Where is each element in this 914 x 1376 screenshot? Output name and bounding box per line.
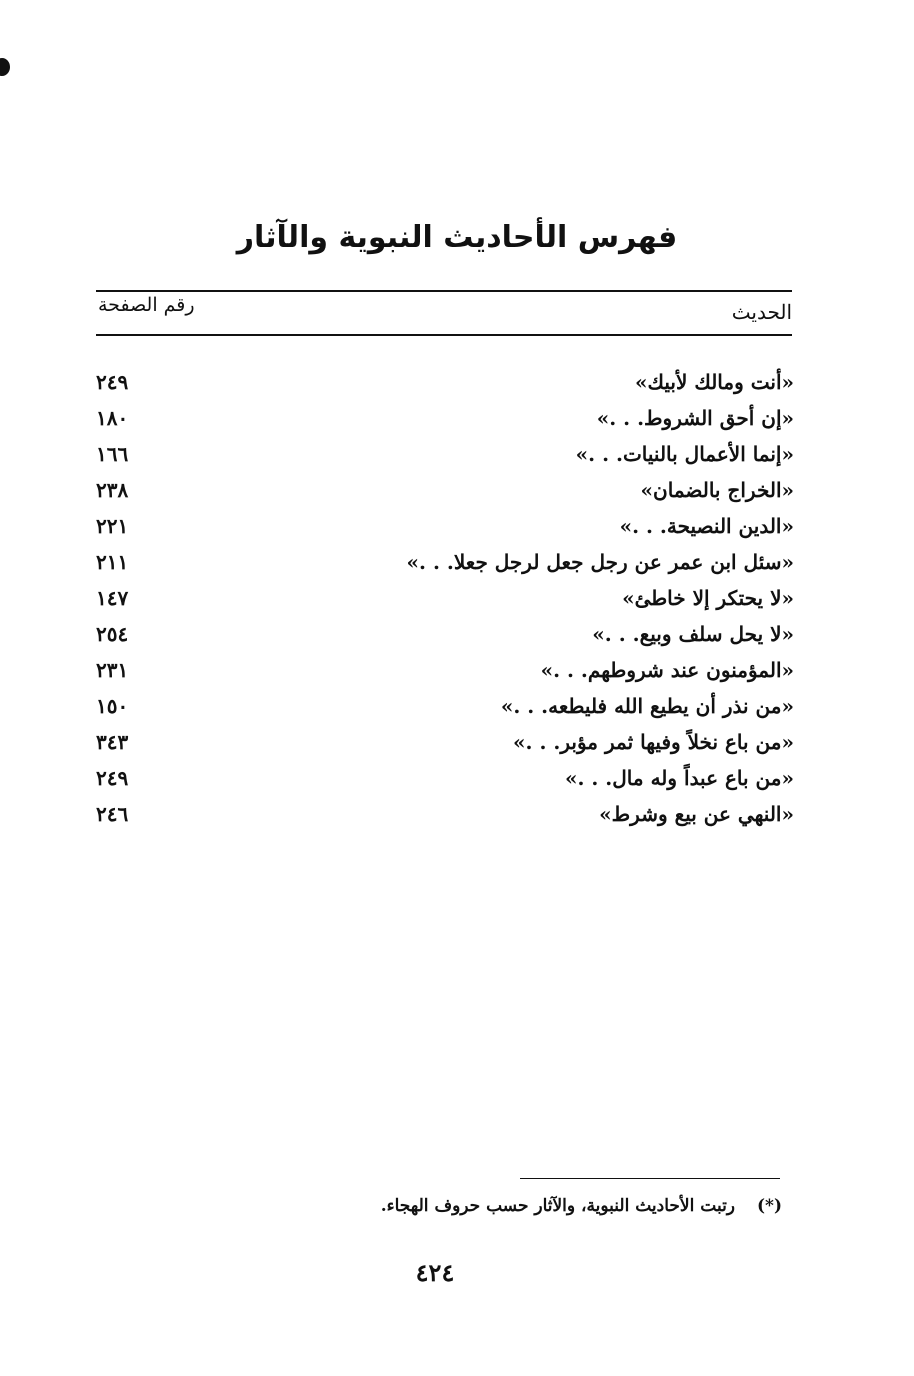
index-entry — [96, 694, 794, 730]
entry-page: ٢٤٩ — [96, 766, 129, 790]
entry-page: ٢٣٨ — [96, 478, 129, 502]
entry-text: «من نذر أن يطيع الله فليطعه. . .» — [500, 694, 794, 718]
index-entry — [96, 442, 794, 478]
hadith-column-header: الحديث — [731, 300, 792, 324]
entry-text: «الخراج بالضمان» — [640, 478, 794, 502]
index-entry — [96, 802, 794, 838]
index-entry — [96, 406, 794, 442]
entry-text: «لا يحل سلف وبيع. . .» — [592, 622, 794, 646]
index-entry — [96, 658, 794, 694]
page-number-column-header: رقم الصفحة — [98, 294, 195, 316]
entry-page: ١٦٦ — [96, 442, 129, 466]
footnote-text: رتبت الأحاديث النبوية، والآثار حسب حروف الهجاء. — [380, 1196, 736, 1216]
index-entry — [96, 766, 794, 802]
entry-text: «الدين النصيحة. . .» — [619, 514, 794, 538]
entry-page: ٣٤٣ — [96, 730, 129, 754]
entry-page: ٢٤٩ — [96, 370, 129, 394]
index-entry — [96, 730, 794, 766]
entry-text: «النهي عن بيع وشرط» — [599, 802, 794, 826]
entry-text: «لا يحتكر إلا خاطئ» — [622, 586, 794, 610]
index-entry — [96, 622, 794, 658]
index-entry — [96, 478, 794, 514]
index-entry — [96, 514, 794, 550]
header-rule-top — [96, 290, 792, 292]
footnote-rule — [520, 1178, 780, 1179]
entry-text: «إنما الأعمال بالنيات. . .» — [575, 442, 794, 466]
entry-text: «إن أحق الشروط. . .» — [596, 406, 794, 430]
entry-page: ١٥٠ — [96, 694, 129, 718]
scan-mark — [0, 58, 10, 76]
index-entry — [96, 586, 794, 622]
header-rule-bottom — [96, 334, 792, 336]
entry-page: ١٤٧ — [96, 586, 129, 610]
entry-text: «المؤمنون عند شروطهم. . .» — [540, 658, 794, 682]
page-title: فهرس الأحاديث النبوية والآثار — [236, 220, 678, 255]
index-entry — [96, 370, 794, 406]
entry-text: «أنت ومالك لأبيك» — [635, 370, 794, 394]
entry-page: ٢٤٦ — [96, 802, 129, 826]
entry-page: ٢٥٤ — [96, 622, 129, 646]
entry-page: ١٨٠ — [96, 406, 129, 430]
entry-text: «من باع عبداً وله مال. . .» — [564, 766, 794, 790]
entry-page: ٢١١ — [96, 550, 129, 574]
entry-text: «من باع نخلاً وفيها ثمر مؤبر. . .» — [513, 730, 794, 754]
index-entry — [96, 550, 794, 586]
entry-page: ٢٣١ — [96, 658, 129, 682]
page-number: ٤٢٤ — [415, 1258, 455, 1287]
entry-page: ٢٢١ — [96, 514, 129, 538]
entry-text: «سئل ابن عمر عن رجل جعل لرجل جعلا. . .» — [406, 550, 794, 574]
footnote — [381, 1196, 782, 1216]
footnote-mark: (*) — [757, 1196, 782, 1216]
